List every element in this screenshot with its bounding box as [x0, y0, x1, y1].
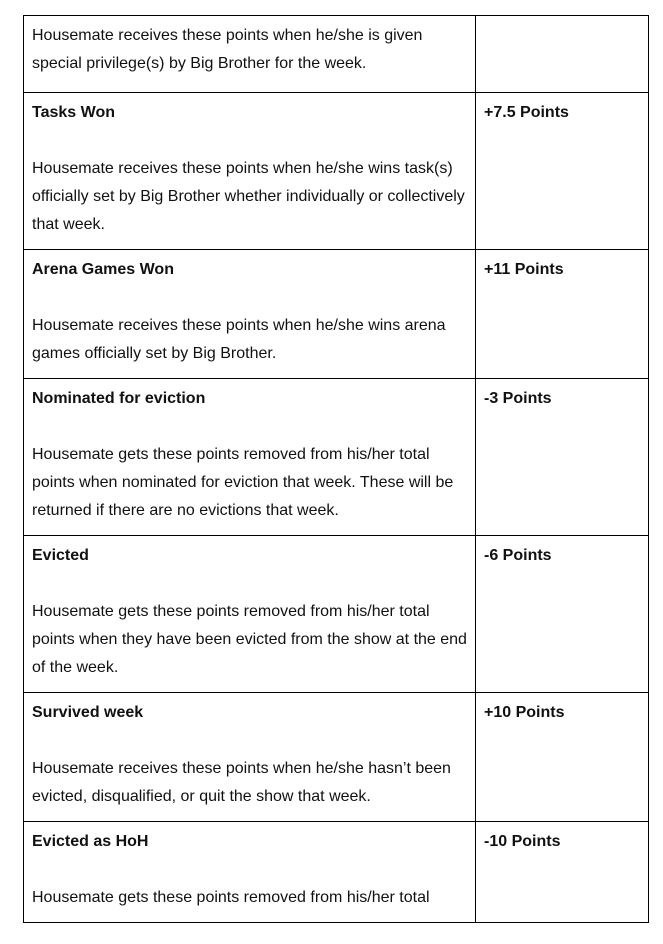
points-cell: [476, 16, 649, 93]
rule-description: Housemate receives these points when he/she wins arena games officially set by Big Brother.: [32, 317, 446, 362]
rule-description: Housemate receives these points when he/she is given special privilege(s) by Big Brother for the week.: [32, 27, 423, 72]
table-row: [24, 250, 649, 379]
rule-description: Housemate gets these points removed from his/her total points when nominated for eviction that week. These will be returned if there are no evictions that week.: [32, 446, 454, 519]
table-row: [24, 379, 649, 536]
rule-title: Survived week: [32, 704, 144, 721]
points-cell: [476, 536, 649, 693]
rule-cell: [24, 250, 476, 379]
rule-description: Housemate receives these points when he/she hasn’t been evicted, disqualified, or quit the show that week.: [32, 760, 451, 805]
points-cell: [476, 379, 649, 536]
points-value: +10 Points: [484, 704, 565, 721]
rule-title: Evicted: [32, 547, 89, 564]
rule-title: Nominated for eviction: [32, 390, 206, 407]
table-row: [24, 693, 649, 822]
points-cell: [476, 822, 649, 923]
rule-description: Housemate gets these points removed from his/her total: [32, 889, 430, 906]
points-value: -10 Points: [484, 833, 561, 850]
points-value: +7.5 Points: [484, 104, 569, 121]
points-value: +11 Points: [484, 261, 564, 278]
points-cell: [476, 693, 649, 822]
rule-cell: [24, 536, 476, 693]
rule-cell: [24, 93, 476, 250]
table-row: [24, 16, 649, 93]
points-cell: [476, 93, 649, 250]
rule-title: Tasks Won: [32, 104, 115, 121]
table-row: [24, 822, 649, 923]
rule-description: Housemate receives these points when he/she wins task(s) officially set by Big Brother whether individually or collectively that week.: [32, 160, 465, 233]
rule-cell: [24, 16, 476, 93]
scoring-rules-table: [23, 15, 649, 923]
points-cell: [476, 250, 649, 379]
rule-cell: [24, 693, 476, 822]
rule-title: Arena Games Won: [32, 261, 174, 278]
rule-title: Evicted as HoH: [32, 833, 149, 850]
table-row: [24, 536, 649, 693]
rule-cell: [24, 379, 476, 536]
table-row: [24, 93, 649, 250]
rule-description: Housemate gets these points removed from his/her total points when they have been evicted from the show at the end of the week.: [32, 603, 467, 676]
points-value: -6 Points: [484, 547, 552, 564]
points-value: -3 Points: [484, 390, 552, 407]
rule-cell: [24, 822, 476, 923]
